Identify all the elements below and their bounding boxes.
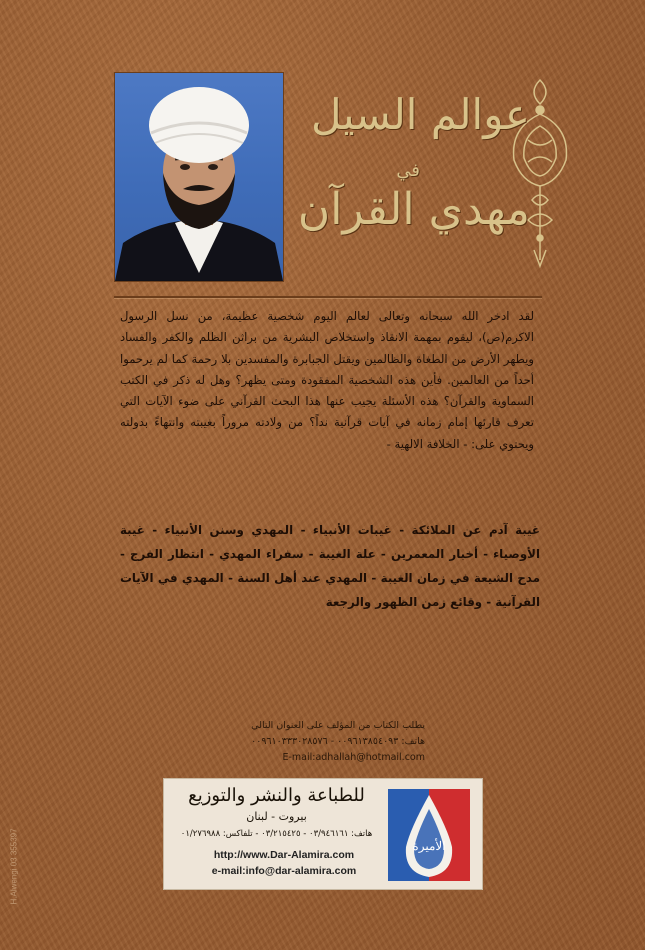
title-line-1: عوالم السيل bbox=[311, 90, 530, 139]
publisher-website: http://www.Dar-Alamira.com bbox=[213, 849, 355, 861]
author-photo bbox=[114, 72, 284, 282]
divider-rule bbox=[114, 296, 542, 298]
publisher-box bbox=[163, 778, 483, 890]
title-connector: في bbox=[396, 160, 420, 181]
description-text: لقد ادخر الله سبحانه وتعالى لعالم اليوم شخصية عظيمة، من نسل الرسول الاكرم(ص)، ليقوم بمهمة الانقاذ واستخلاص البشرية من براثن الظلم والكفر والفساد ويطهر الأرض من الطغاة والظالمين ويقتل الجبابرة والمفسدين بلا رحمة كما لم يرحموا أحداً من العالمين. فأين هذه الشخصية المفقودة ومتى يظهر؟ وهل له ذكر في الكتب السماوية والقرآن؟ هذه الأسئلة يجيب عنها هذا البحث القرآني على ضوء الآيات التي تعرف قارئها إمام زمانه في آيات قرآنية نداً؟ من ولادته مروراً بغيبته وانتهاءً بدولته ويحتوي على: - الخلافة الالهية - bbox=[120, 309, 534, 451]
publisher-city: بيروت - لبنان bbox=[246, 810, 307, 823]
contact-email: E-mail:adhallah@hotmail.com bbox=[282, 752, 425, 763]
isbn-text: H.Alwengi 03 355397 bbox=[9, 828, 19, 905]
isbn-code bbox=[4, 760, 19, 910]
publisher-email: e-mail:info@dar-alamira.com bbox=[211, 865, 357, 877]
author-contact bbox=[200, 718, 425, 766]
publisher-name: للطباعة والنشر والتوزيع bbox=[188, 785, 365, 806]
publisher-logo bbox=[388, 789, 470, 881]
topics-list: غيبة آدم عن الملائكة - غيبات الأنبياء - المهدي وسنن الأنبياء - غيبة الأوصياء - أخبار المعمرين - علة الغيبة - سفراء المهدي - انتظار الفرج - مدح الشيعة في زمان الغيبة - المهدي عند أهل السنة - المهدي في الآيات القرآنية - وقائع زمن الظهور والرجعة bbox=[120, 523, 540, 609]
contact-phones: هاتف: ٠٠٩٦١٣٨٥٤٠٩٣ - ٠٠٩٦١٠٣٣٣٠٢٨٥٧٦ bbox=[251, 736, 425, 747]
title-block bbox=[297, 70, 590, 300]
publisher-logo-text: الأميرة bbox=[412, 839, 446, 853]
title-line-2: مهدي القرآن bbox=[297, 184, 530, 235]
publisher-phones: هاتف: ٠٣/٩٤٦١٦١ - ٠٣/٢١٥٤٢٥ - تلفاكس: ٠١/٢٧٦٩٨٨ bbox=[180, 829, 373, 839]
contact-line-1: يطلب الكتاب من المؤلف على العنوان التالي bbox=[251, 720, 425, 731]
